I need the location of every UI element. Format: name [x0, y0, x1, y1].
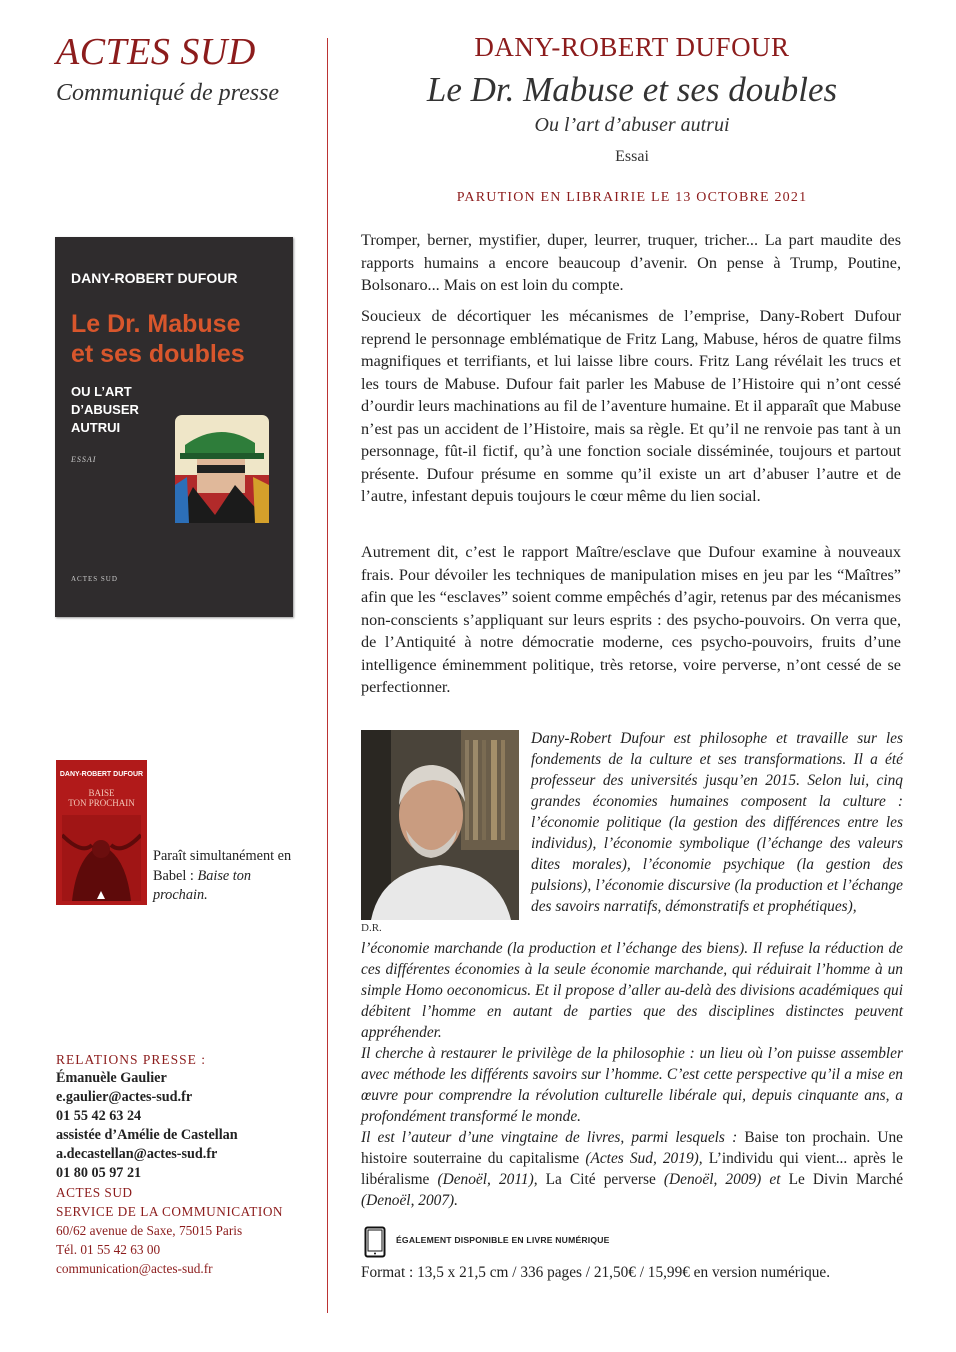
org-service: SERVICE DE LA COMMUNICATION — [56, 1204, 284, 1219]
org-name: ACTES SUD — [56, 1185, 133, 1200]
tablet-icon — [364, 1226, 386, 1258]
press-release-label: Communiqué de presse — [56, 80, 280, 106]
cover-genre: ESSAI — [71, 455, 97, 464]
assistant-name: assistée d’Amélie de Castellan — [56, 1127, 238, 1143]
author-bio-paragraph-2: Il cherche à restaurer le privilège de la philosophie : un lieu où l’on puisse assembler avec méthode les différents savoirs sur l’homme. C’est cette perspective qu’il a mise en œuvre pour comprendre la révolution culturelle libérale qui, depuis cinquante ans, a profondément transformé le monde. — [361, 1045, 903, 1125]
book-cover — [55, 237, 293, 617]
photo-credit: D.R. — [361, 922, 382, 934]
book-title: Le Dr. Mabuse et ses doubles — [426, 70, 838, 109]
author-bibliography — [361, 1127, 903, 1211]
book-genre: Essai — [615, 148, 649, 165]
press-contacts — [56, 1050, 316, 1278]
babel-note — [153, 847, 293, 906]
babel-cover-author: DANY-ROBERT DUFOUR — [59, 771, 144, 778]
cover-title — [71, 309, 281, 369]
release-date: PARUTION EN LIBRAIRIE LE 13 OCTOBRE 2021 — [456, 190, 808, 205]
cover-publisher: ACTES SUD — [71, 575, 118, 583]
author-bio-continued: l’économie marchande (la production et l’échange des biens). Il refuse la réduction de ces différentes économies à la seule économie marchande, qui réduirait l’homme à un simple Homo oeconomicus. Et il propose d’aller au-delà des divisions académiques qui débitent l’homme en autant de parties que des disciplines distinctes peuvent appréhender. — [361, 940, 903, 1041]
cover-title-line-1: Le Dr. Mabuse — [71, 310, 241, 338]
contact-phone: 01 55 42 63 24 — [56, 1108, 142, 1124]
column-divider — [327, 38, 328, 1313]
cover-subtitle-line-1: OU L’ART — [71, 384, 132, 399]
bibliography-book-4-publisher: (Denoël, 2007). — [361, 1192, 459, 1209]
author-bio-wrapped: Dany-Robert Dufour est philosophe et travaille sur les fondements de la culture et ses transformations. Il a été professeur des universités jusqu’en 2015. Selon lui, cinq grandes économies humaines composent la culture : l’économie politique (la gestion des différences entre les individus), l’économie symbolique (l’échange des valeurs dites morales), l’économie psychique (la gestion des pulsions), l’économie discursive (la production et l’échange des savoirs narratifs, démonstratifs et prophétiques), — [531, 730, 903, 915]
bibliography-book-4: Le Divin Marché — [788, 1171, 904, 1188]
press-label: RELATIONS PRESSE : — [56, 1052, 207, 1067]
cover-author: DANY-ROBERT DUFOUR — [71, 270, 238, 286]
org-phone: Tél. 01 55 42 63 00 — [56, 1242, 161, 1257]
cover-illustration — [175, 415, 269, 523]
summary-paragraph-3: Autrement dit, c’est le rapport Maître/esclave que Dufour examine à nouveaux frais. Pour dévoiler les techniques de manipulation mises en jeu par les “Maîtres” afin que les “esclaves” soient comme empêchés d’agir, retenus par des mécanismes non-conscients s’appliquant sur leurs esprits : des psycho-pouvoirs. On verra que, de l’Antiquité à notre démocratie moderne, ces psycho-pouvoirs, fruits d’une intelligence éminemment politique, très retorse, voire perverse, n’ont cessé de se perfectionner. — [361, 543, 901, 696]
summary-paragraph-2: Soucieux de décortiquer les mécanismes de l’emprise, Dany-Robert Dufour reprend le personnage emblématique de Fritz Lang, Mabuse, héros de quatre films magnifiques et terrifiants, et lui laisse libre cours. Fritz Lang révélait les trucs et les tours de Mabuse. Dufour fait parler les Mabuse de l’Histoire qui n’ont cessé d’ourdir leurs machinations au fil de l’aventure humaine. Et il apparaît que Mabuse n’est pas un accident de l’Histoire, mais sa règle. Et qu’il ne renvoie pas tant à un personnage, fût-il fictif, qu’à une fonction sociale disséminée, toujours et partout présente. Dufour présume en somme qu’il existe un art d’abuser l’autre et de l’autre, infestant depuis toujours le cœur même du lien social. — [361, 307, 901, 505]
book-subtitle: Ou l’art d’abuser autrui — [534, 114, 730, 136]
babel-note-text: Paraît simultanément en Babel : — [153, 848, 292, 884]
bibliography-book-2-publisher: (Denoël, 2011), — [429, 1171, 546, 1188]
cover-title-line-2: et ses doubles — [71, 340, 245, 368]
babel-note-title: Baise ton prochain. — [153, 867, 252, 903]
babel-book-cover — [56, 760, 147, 905]
book-format: Format : 13,5 x 21,5 cm / 336 pages / 21,50€ / 15,99€ en version numérique. — [361, 1264, 831, 1281]
bibliography-book-3: La Cité perverse — [545, 1171, 656, 1188]
bibliography-book-1-publisher: (Actes Sud, 2019), — [579, 1150, 709, 1167]
assistant-email[interactable]: a.decastellan@actes-sud.fr — [56, 1146, 218, 1162]
babel-cover-title-line-2: TON PROCHAIN — [68, 798, 135, 808]
babel-cover-title — [56, 788, 147, 808]
org-email[interactable]: communication@actes-sud.fr — [56, 1261, 213, 1276]
summary-paragraph-1: Tromper, berner, mystifier, duper, leurrer, truquer, tricher... La part maudite des rapports humains a encore beaucoup d’avenir. On pense à Trump, Poutine, Bolsonaro... Mais on est loin du compte. — [361, 231, 901, 294]
bibliography-book-3-publisher: (Denoël, 2009) et — [655, 1171, 789, 1188]
assistant-phone: 01 80 05 97 21 — [56, 1165, 142, 1181]
bibliography-intro: Il est l’auteur d’une vingtaine de livres, parmi lesquels : — [361, 1129, 745, 1146]
org-address: 60/62 avenue de Saxe, 75015 Paris — [56, 1223, 243, 1238]
cover-subtitle-line-2: D’ABUSER — [71, 402, 139, 417]
bibliography-book-1: Baise ton prochain. Une histoire souterraine du capitalisme — [361, 1129, 903, 1167]
babel-cover-illustration — [62, 815, 141, 901]
ebook-availability: ÉGALEMENT DISPONIBLE EN LIVRE NUMÉRIQUE — [396, 1235, 610, 1245]
contact-email[interactable]: e.gaulier@actes-sud.fr — [56, 1089, 193, 1105]
babel-cover-title-line-1: BAISE — [88, 788, 115, 798]
author-portrait — [361, 730, 519, 920]
contact-name: Émanuèle Gaulier — [56, 1070, 167, 1086]
cover-subtitle-line-3: AUTRUI — [71, 420, 121, 435]
cover-subtitle — [71, 383, 139, 437]
bibliography-book-2: L’individu qui vient... après le libéralisme — [361, 1150, 903, 1188]
publisher-name: ACTES SUD — [56, 31, 256, 73]
author-bio-full — [361, 938, 903, 1211]
book-author: DANY-ROBERT DUFOUR — [474, 32, 790, 62]
